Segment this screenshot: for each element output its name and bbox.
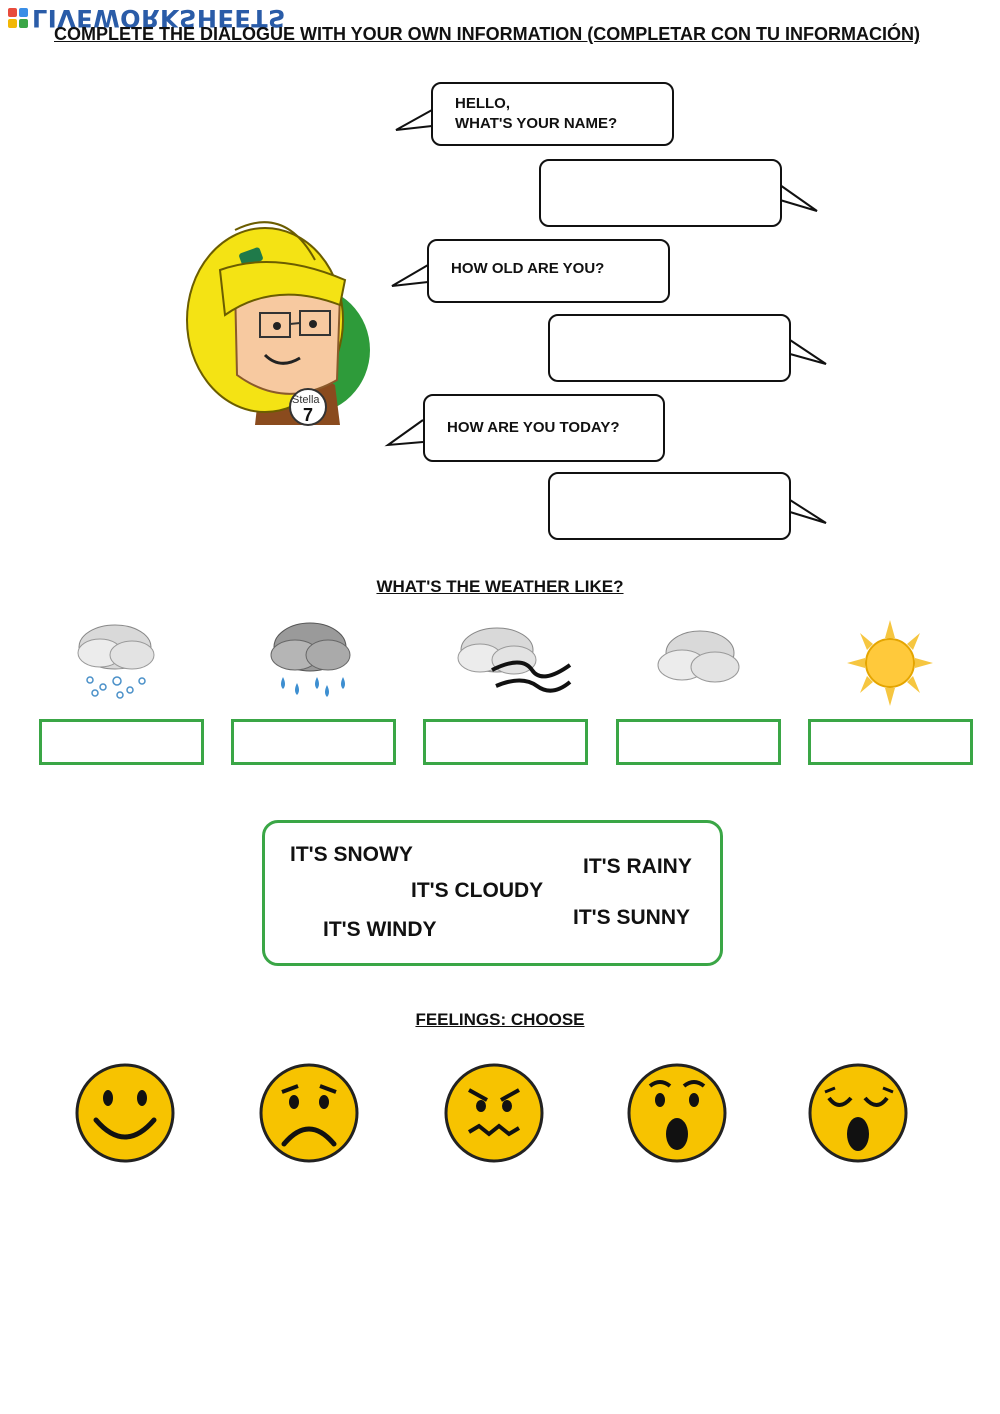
question-bubble-feeling: HOW ARE YOU TODAY?: [423, 394, 665, 462]
name-badge-label: Stella: [292, 394, 320, 406]
weather-section-title: WHAT'S THE WEATHER LIKE?: [376, 577, 624, 596]
weather-answer-box-2[interactable]: [231, 719, 396, 765]
weather-answer-box-3[interactable]: [423, 719, 588, 765]
windy-cloud-icon: [452, 620, 577, 700]
word-cloudy[interactable]: IT'S CLOUDY: [411, 879, 544, 902]
feelings-section-title: FEELINGS: CHOOSE: [415, 1010, 585, 1029]
angry-face-icon[interactable]: [443, 1062, 545, 1164]
happy-face-icon[interactable]: [74, 1062, 176, 1164]
sad-face-icon[interactable]: [258, 1062, 360, 1164]
word-rainy[interactable]: IT'S RAINY: [583, 855, 692, 878]
word-sunny[interactable]: IT'S SUNNY: [573, 906, 691, 929]
tired-face-icon[interactable]: [807, 1062, 909, 1164]
weather-answer-box-4[interactable]: [616, 719, 781, 765]
weather-answer-box-5[interactable]: [808, 719, 973, 765]
word-snowy[interactable]: IT'S SNOWY: [290, 843, 413, 866]
sun-icon: [845, 618, 935, 708]
weather-answer-box-1[interactable]: [39, 719, 204, 765]
answer-bubble-age[interactable]: [548, 314, 791, 382]
page-title: COMPLETE THE DIALOGUE WITH YOUR OWN INFORMATION (COMPLETAR CON TU INFORMACIÓN): [54, 24, 920, 44]
badge-number: 7: [303, 405, 314, 425]
logo-squares-icon: [8, 8, 28, 28]
rainy-cloud-icon: [265, 615, 360, 705]
surprised-face-icon[interactable]: [626, 1062, 728, 1164]
question-bubble-name: [431, 82, 674, 146]
stella-illustration: [165, 210, 375, 430]
question-name-line1: HELLO,: [455, 95, 510, 112]
answer-bubble-feeling[interactable]: [548, 472, 791, 540]
question-bubble-age: HOW OLD ARE YOU?: [427, 239, 670, 303]
word-windy[interactable]: IT'S WINDY: [323, 918, 437, 941]
cloudy-icon: [652, 625, 747, 695]
weather-word-bank: [262, 820, 723, 966]
question-name-line2: WHAT'S YOUR NAME?: [455, 115, 618, 132]
stella-character: [165, 210, 375, 430]
snowy-cloud-icon: [70, 615, 165, 705]
answer-bubble-name[interactable]: [539, 159, 782, 227]
logo-text: LIVEWORKSHEETS: [32, 4, 286, 32]
